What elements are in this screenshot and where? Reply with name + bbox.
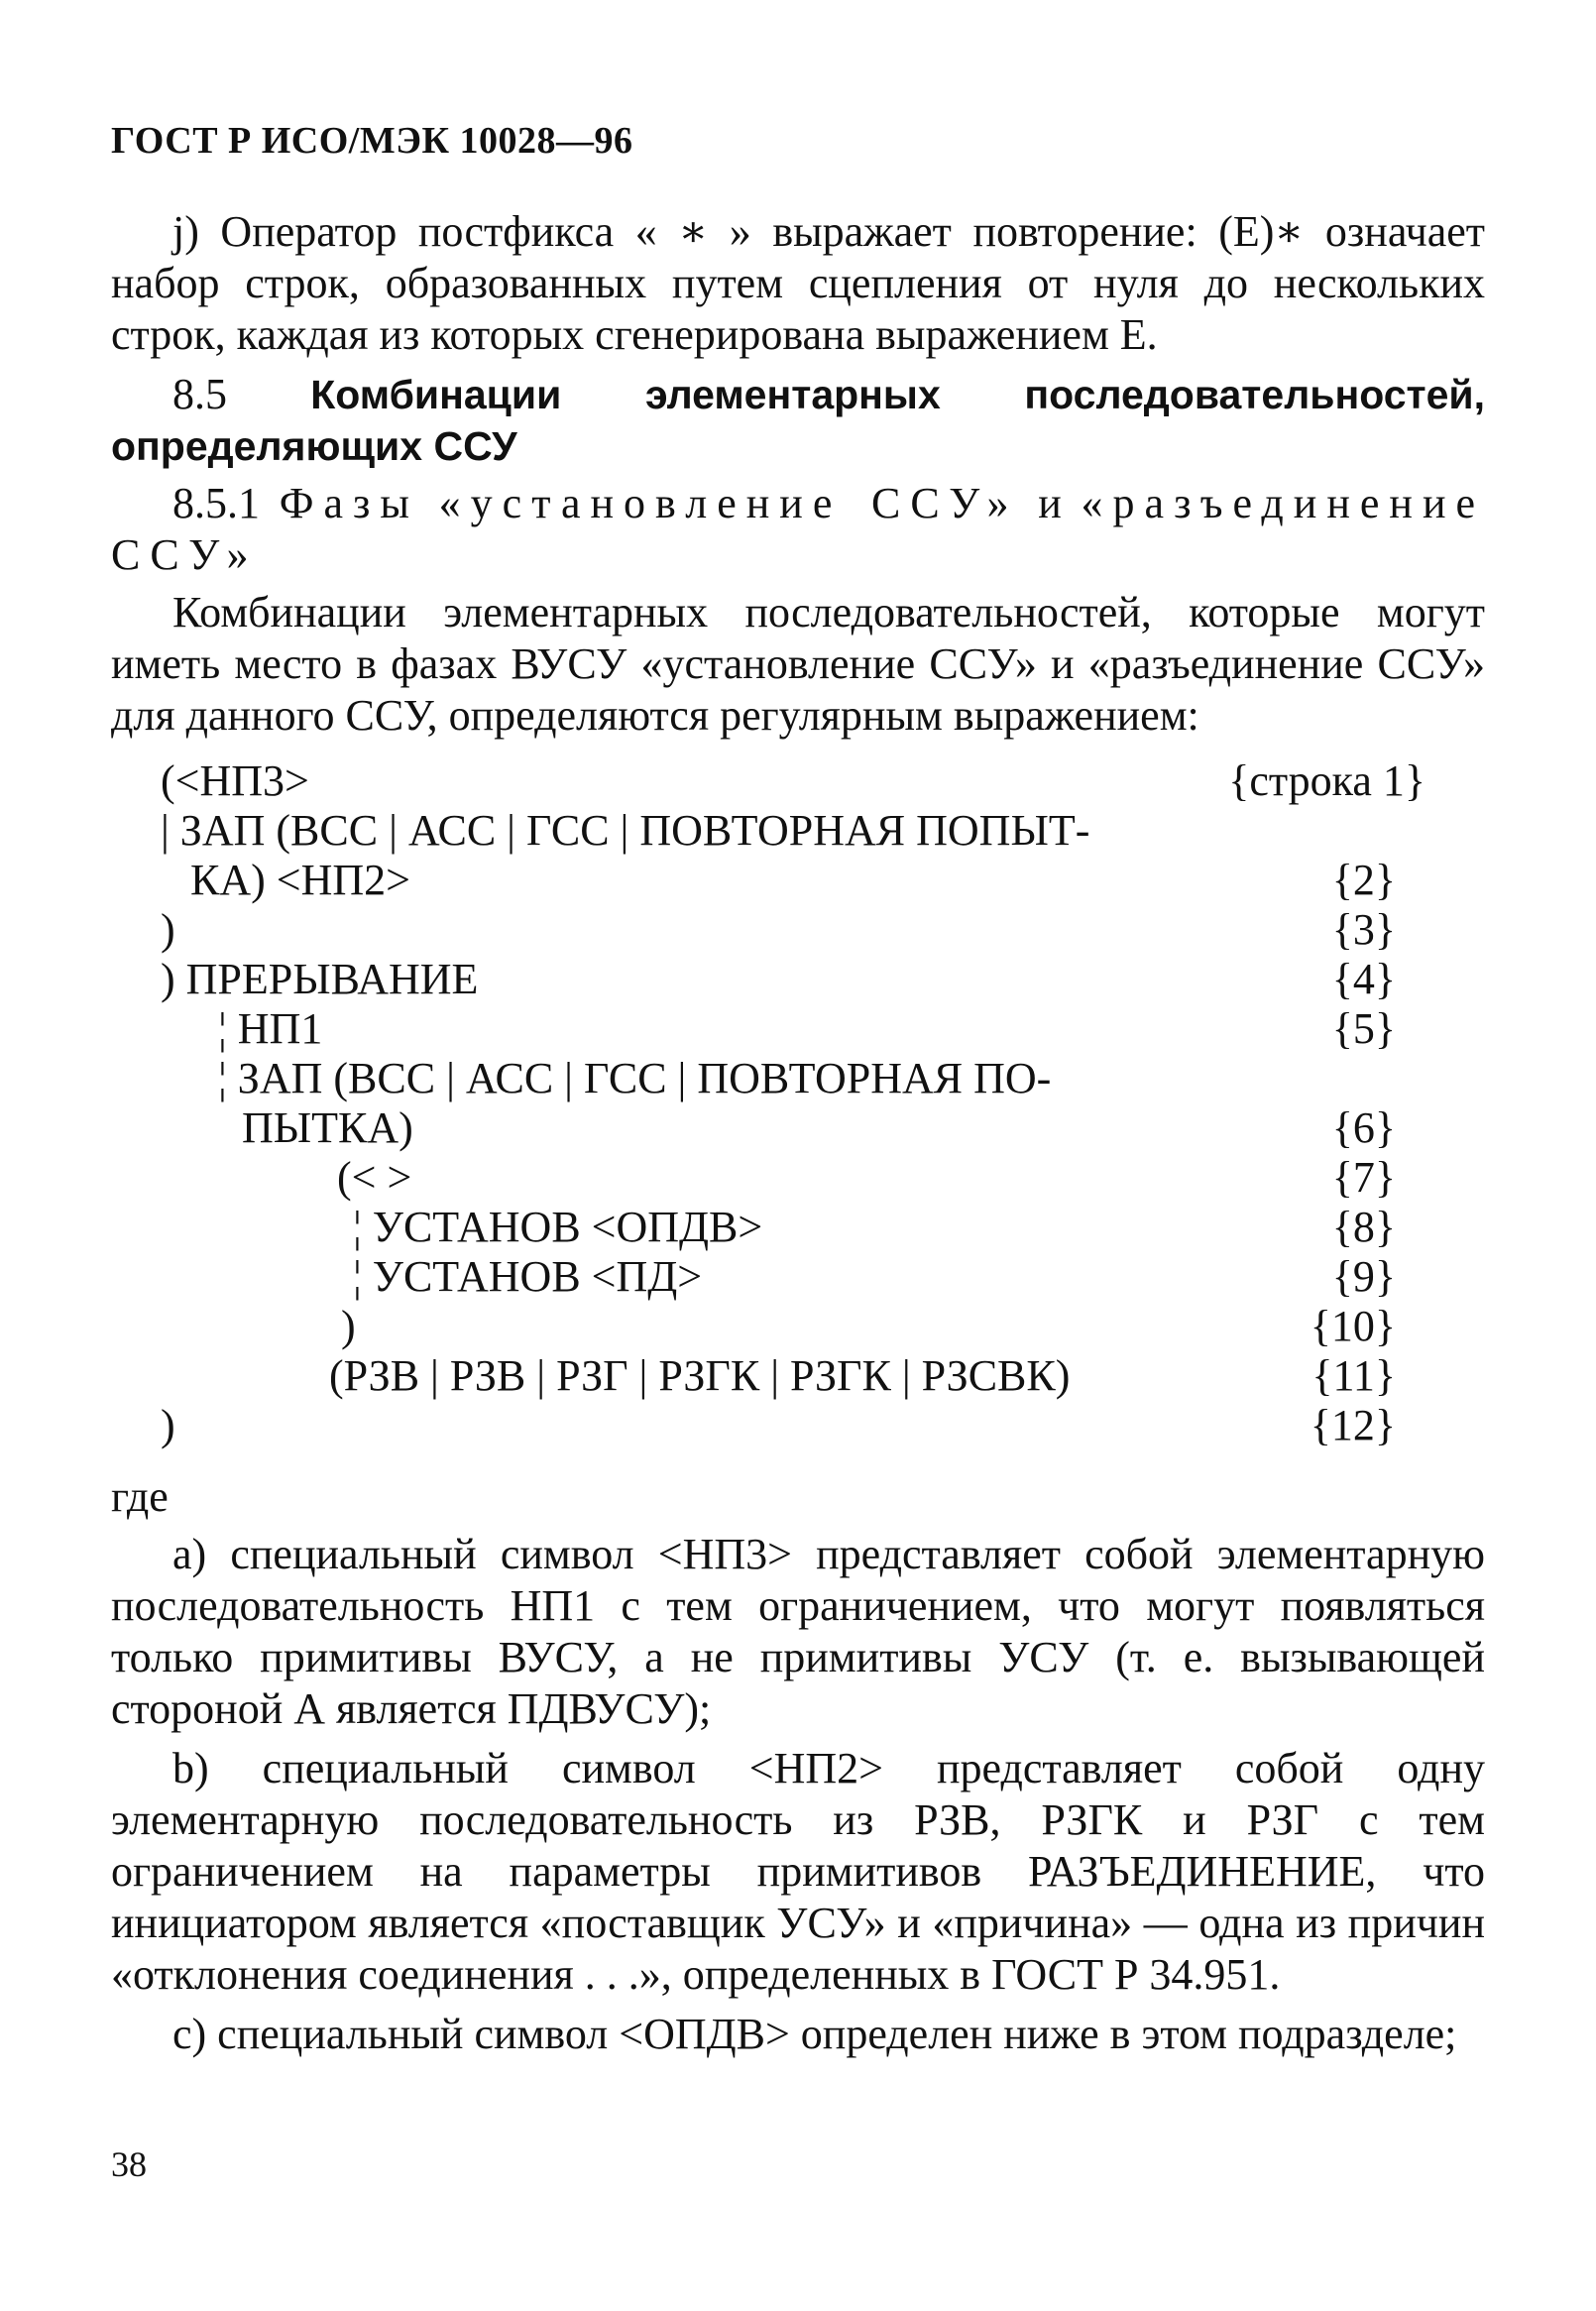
formula-text: ПЫТКА) (242, 1103, 413, 1152)
formula-line (111, 1400, 1485, 1449)
formula-text: ) ПРЕРЫВАНИЕ (161, 955, 479, 1003)
formula-line-number: {3} (1331, 905, 1396, 954)
formula-text: (<НП3> (161, 756, 309, 805)
formula-text: | ЗАП (ВСС | АСС | ГСС | ПОВТОРНАЯ ПОПЫТ- (161, 806, 1090, 855)
formula-line-number: {6} (1331, 1103, 1396, 1152)
paragraph-j: j) Оператор постфикса « ∗ » выражает повторение: (E)∗ означает набор строк, образованных путем сцепления от нуля до нескольких строк, каждая из которых сгенерирована выражением E. (111, 207, 1485, 359)
formula-text: ¦ УСТАНОВ <ПД> (353, 1252, 703, 1301)
subsection-phase-1: «установление ССУ» (438, 479, 1019, 527)
formula-text: ) (161, 905, 175, 954)
formula-line (111, 1152, 1485, 1202)
formula-line-number: {8} (1331, 1203, 1396, 1251)
formula-line (111, 1053, 1485, 1102)
formula-line (111, 755, 1485, 805)
formula-line-number: {12} (1310, 1401, 1396, 1449)
formula-line-number: {10} (1310, 1302, 1396, 1350)
document-header: ГОСТ Р ИСО/МЭК 10028—96 (111, 120, 633, 162)
formula-line (111, 1301, 1485, 1350)
formula-line (111, 805, 1485, 855)
formula-line-number: {2} (1331, 856, 1396, 904)
formula-line-number: {11} (1311, 1351, 1396, 1400)
where-label: где (111, 1472, 169, 1521)
formula-text: ¦ ЗАП (ВСС | АСС | ГСС | ПОВТОРНАЯ ПО- (218, 1054, 1052, 1102)
formula-line (111, 1003, 1485, 1053)
item-b: b) специальный символ <НП2> представляет собой одну элементарную последовательность из РЗВ, РЗГК и РЗГ с тем ограничением на параметры примитивов РАЗЪЕДИНЕНИЕ, что инициатором является «поставщик УСУ» и «причина» — одна из причин «отклонения соединения . . .», определенных в ГОСТ Р 34.951. (111, 1744, 1485, 1999)
section-title: Комбинации элементарных последовательностей, определяющих ССУ (111, 372, 1485, 469)
intro-paragraph: Комбинации элементарных последовательностей, которые могут иметь место в фазах ВУСУ «установление ССУ» и «разъединение ССУ» для данного ССУ, определяются регулярным выражением: (111, 588, 1485, 740)
formula-line (111, 1102, 1485, 1152)
subsection-phase-2: «разъединение ССУ» (111, 479, 1486, 579)
formula-text: (< > (337, 1153, 412, 1202)
formula-line (111, 1202, 1485, 1251)
formula-line-number: {5} (1331, 1004, 1396, 1053)
item-a: а) специальный символ <НП3> представляет собой элементарную последовательность НП1 с тем ограничением, что могут появляться только примитивы ВУСУ, а не примитивы УСУ (т. е. вызывающей стороной А является ПДВУСУ); (111, 1530, 1485, 1733)
subsection-conjunction: и (1038, 479, 1062, 527)
formula-line-number: {строка 1} (1228, 756, 1425, 805)
formula-text: ¦ УСТАНОВ <ОПДВ> (353, 1203, 763, 1251)
formula-text: КА) <НП2> (190, 856, 410, 904)
regular-expression-block (111, 755, 1485, 1449)
formula-line (111, 1251, 1485, 1301)
subsection-phases-label: Фазы (279, 479, 419, 527)
subsection-heading-8-5-1 (111, 478, 1485, 581)
document-body (111, 206, 1485, 2068)
formula-line (111, 855, 1485, 904)
section-number: 8.5 (172, 370, 227, 418)
formula-line (111, 954, 1485, 1003)
formula-text: ¦ НП1 (218, 1004, 323, 1053)
item-c: с) специальный символ <ОПДВ> определен ниже в этом подразделе; (172, 2010, 1457, 2058)
formula-text: (РЗВ | РЗВ | РЗГ | РЗГК | РЗГК | РЗСВК) (329, 1351, 1071, 1400)
page-number: 38 (111, 2144, 147, 2184)
formula-line-number: {9} (1331, 1252, 1396, 1301)
formula-text: ) (161, 1401, 175, 1449)
formula-line (111, 1350, 1485, 1400)
formula-line-number: {7} (1331, 1153, 1396, 1202)
formula-line-number: {4} (1331, 955, 1396, 1003)
section-heading-8-5 (111, 369, 1485, 472)
formula-line (111, 904, 1485, 954)
formula-text: ) (341, 1302, 356, 1350)
subsection-number: 8.5.1 (172, 479, 260, 527)
